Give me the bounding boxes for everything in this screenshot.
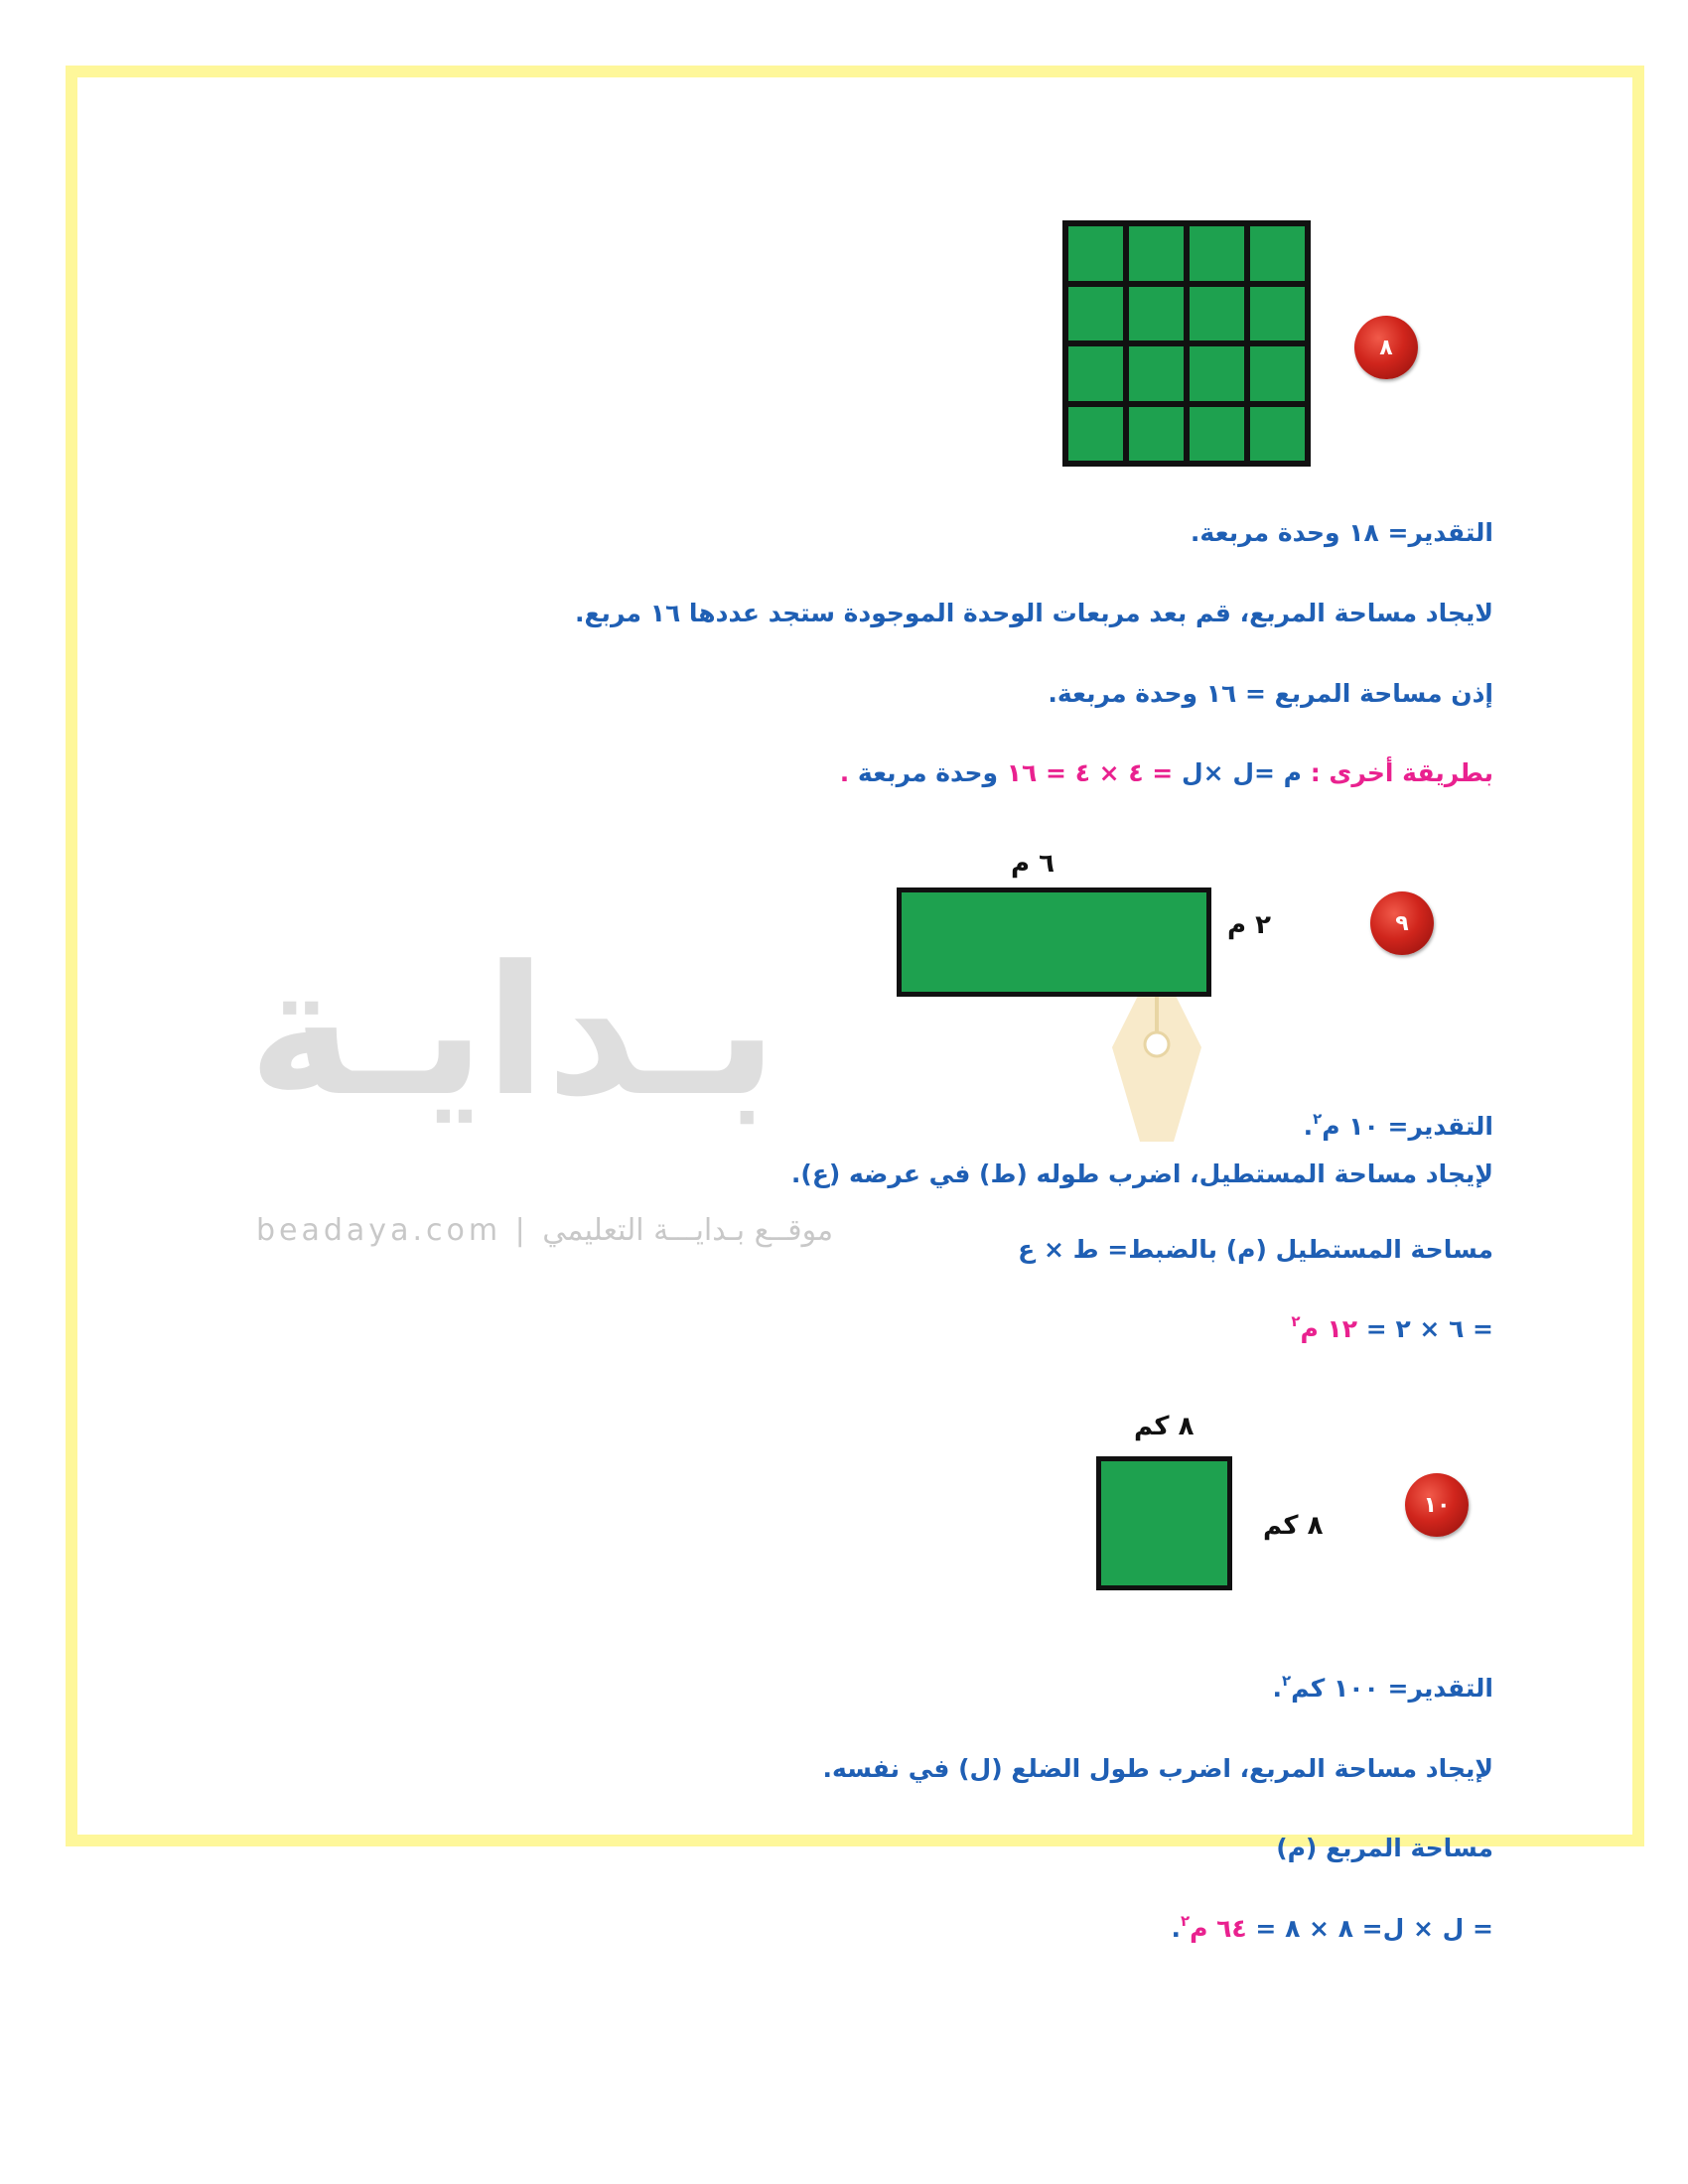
rect-width-label: ٢ م — [1227, 910, 1271, 940]
formula-result — [1181, 1912, 1247, 1941]
square-grid-4x4 — [1062, 220, 1311, 467]
exponent: ٢ — [1282, 1671, 1292, 1690]
question-number-badge: ٨ — [1354, 316, 1418, 379]
q9-result — [1291, 1311, 1493, 1343]
formula-end: . — [839, 758, 850, 787]
q9-estimate — [1303, 1109, 1493, 1141]
estimate-text: التقدير= ١٠ م — [1322, 1112, 1493, 1141]
question-number-badge: ٩ — [1370, 891, 1434, 955]
q8-alternative — [840, 758, 1493, 787]
exponent: ٢ — [1313, 1109, 1323, 1128]
green-rectangle — [897, 887, 1211, 997]
q8-explanation: لايجاد مساحة المربع، قم بعد مربعات الوحدة الموجودة ستجد عددها ١٦ مربع. — [574, 599, 1493, 627]
q10-estimate — [1272, 1671, 1493, 1703]
q8-result: إذن مساحة المربع = ١٦ وحدة مربعة. — [1048, 679, 1493, 708]
formula-result — [1291, 1312, 1357, 1341]
q8-estimate: التقدير= ١٨ وحدة مربعة. — [1190, 518, 1493, 547]
formula-part: = ل × ل= ٨ × ٨ = — [1255, 1914, 1493, 1943]
q10-explanation: لإيجاد مساحة المربع، اضرب طول الضلع (ل) في نفسه. — [822, 1754, 1493, 1783]
result-value: ١٢ م — [1300, 1314, 1358, 1343]
square-top-label: ٨ كم — [1134, 1412, 1195, 1441]
exponent: ٢ — [1291, 1311, 1301, 1330]
watermark-logo-text: بـدايـة — [248, 928, 778, 1136]
result-value: ٦٤ م — [1190, 1914, 1247, 1943]
green-square — [1096, 1456, 1232, 1590]
exponent: ٢ — [1180, 1911, 1191, 1930]
watermark-tagline: beadaya.com | موقــع بـدايـــة التعليمي — [256, 1213, 834, 1248]
formula-part: ×ل — [1181, 758, 1224, 787]
q10-result — [1171, 1911, 1493, 1943]
formula-unit: وحدة مربعة — [857, 758, 999, 787]
q9-formula: مساحة المستطيل (م) بالضبط= ط × ع — [1018, 1235, 1493, 1264]
formula-part: م =ل — [1232, 758, 1302, 787]
formula-result: ١٦ — [1006, 758, 1038, 787]
period: . — [1303, 1112, 1314, 1141]
estimate-text: التقدير= ١٠٠ كم — [1291, 1674, 1493, 1703]
period: . — [1272, 1674, 1283, 1703]
q10-formula: مساحة المربع (م) — [1276, 1834, 1493, 1862]
question-number-badge: ١٠ — [1405, 1473, 1469, 1537]
square-side-label: ٨ كم — [1263, 1511, 1324, 1541]
q9-explanation: لإيجاد مساحة المستطيل، اضرب طوله (ط) في عرضه (ع). — [790, 1160, 1493, 1188]
formula-part: = ٤ × ٤ = — [1046, 758, 1174, 787]
period: . — [1171, 1914, 1181, 1943]
alt-method-label: بطريقة أخرى : — [1310, 758, 1493, 787]
rect-length-label: ٦ م — [1011, 849, 1055, 879]
formula-part: = ٦ × ٢ = — [1365, 1314, 1493, 1343]
